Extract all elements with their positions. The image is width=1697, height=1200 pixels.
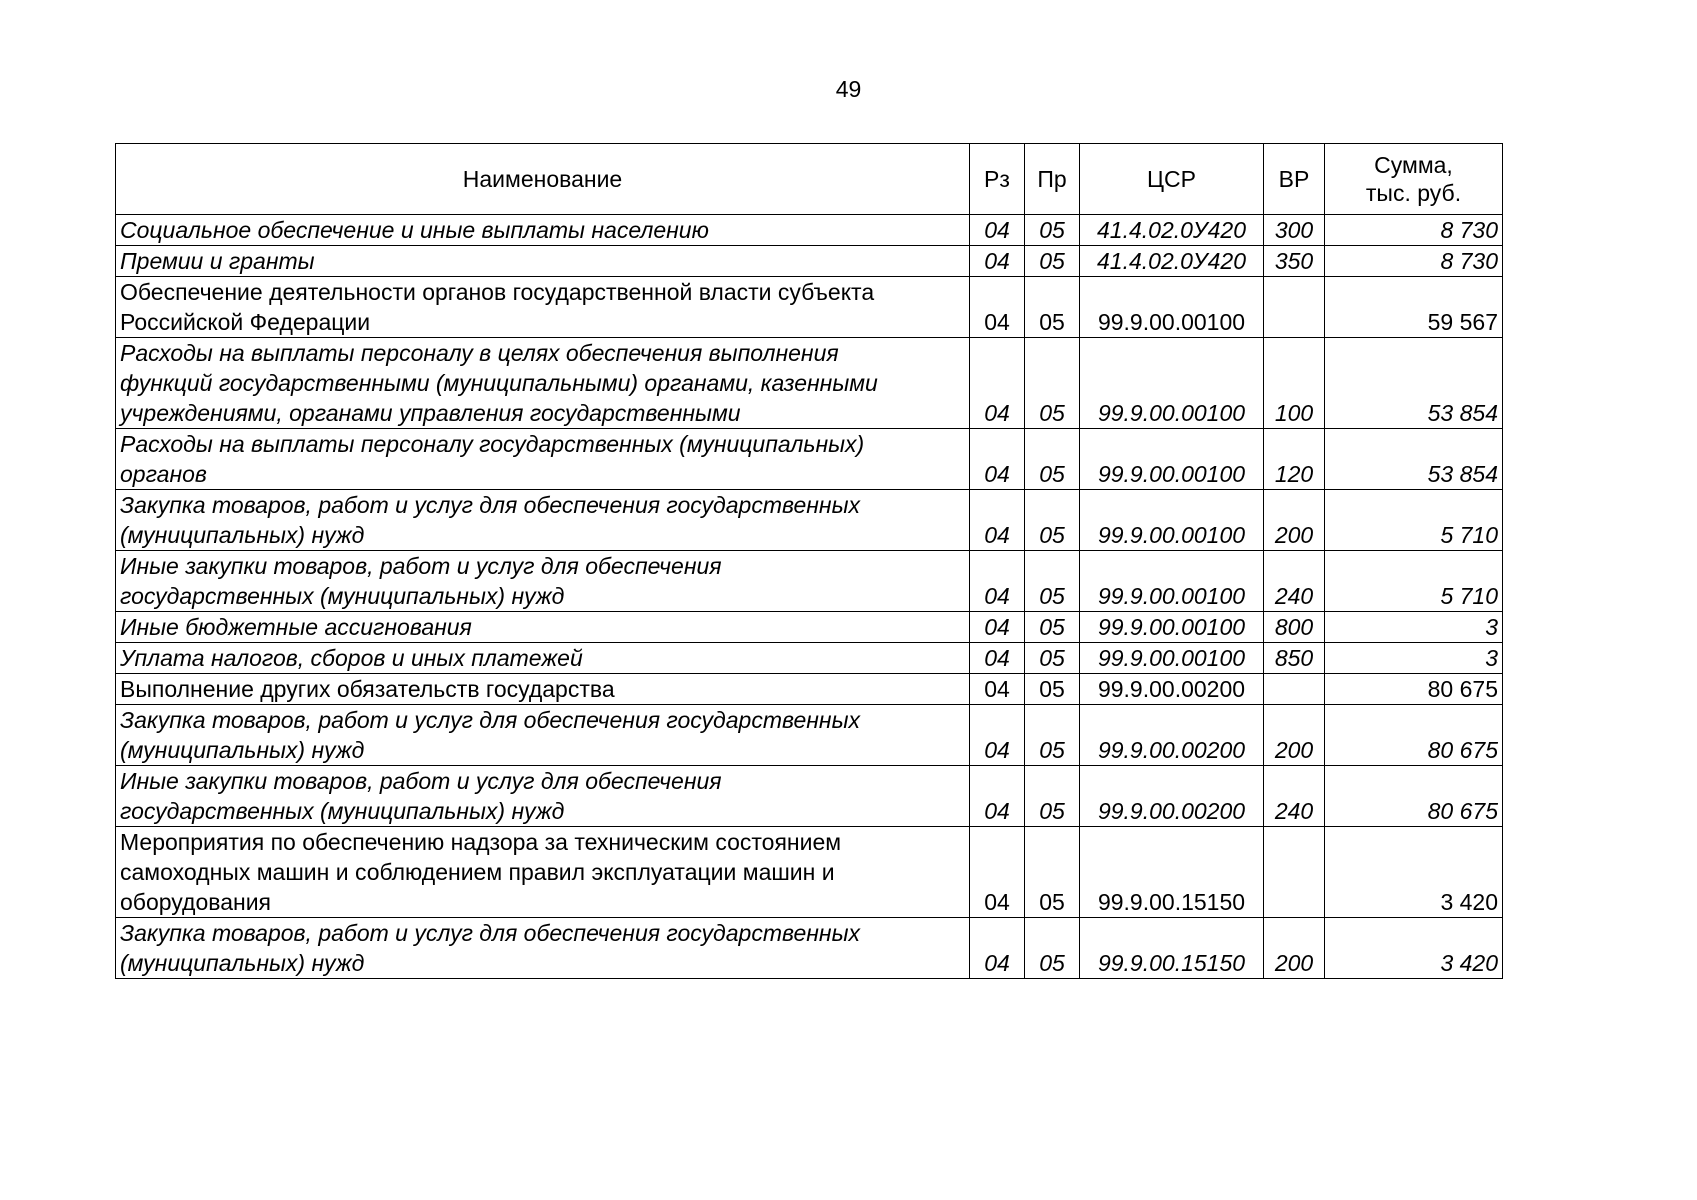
cell-sum: 5 710 (1325, 490, 1503, 551)
cell-sum: 3 (1325, 643, 1503, 674)
budget-table (115, 143, 1503, 979)
cell-name: Уплата налогов, сборов и иных платежей (116, 643, 970, 674)
cell-rz: 04 (970, 643, 1025, 674)
cell-csr: 99.9.00.00100 (1080, 612, 1264, 643)
table-row (116, 612, 1503, 643)
table-row (116, 551, 1503, 612)
cell-name: Премии и гранты (116, 246, 970, 277)
cell-csr: 99.9.00.00100 (1080, 277, 1264, 338)
table-row (116, 674, 1503, 705)
cell-csr: 99.9.00.00100 (1080, 490, 1264, 551)
cell-name: Закупка товаров, работ и услуг для обеспечения государственных (муниципальных) нужд (116, 490, 970, 551)
cell-sum: 59 567 (1325, 277, 1503, 338)
table-row (116, 918, 1503, 979)
table-header-row (116, 144, 1503, 215)
cell-rz: 04 (970, 338, 1025, 429)
cell-csr: 99.9.00.15150 (1080, 918, 1264, 979)
cell-csr: 99.9.00.00100 (1080, 643, 1264, 674)
cell-vr: 800 (1264, 612, 1325, 643)
cell-pr: 05 (1025, 338, 1080, 429)
cell-vr: 350 (1264, 246, 1325, 277)
cell-name: Мероприятия по обеспечению надзора за техническим состоянием самоходных машин и соблюдением правил эксплуатации машин и оборудования (116, 827, 970, 918)
cell-sum: 53 854 (1325, 429, 1503, 490)
cell-pr: 05 (1025, 918, 1080, 979)
cell-rz: 04 (970, 612, 1025, 643)
cell-vr (1264, 674, 1325, 705)
cell-vr (1264, 827, 1325, 918)
header-csr: ЦСР (1080, 144, 1264, 215)
cell-sum: 80 675 (1325, 766, 1503, 827)
cell-vr: 200 (1264, 490, 1325, 551)
cell-vr: 300 (1264, 215, 1325, 246)
cell-vr: 850 (1264, 643, 1325, 674)
header-name: Наименование (116, 144, 970, 215)
cell-rz: 04 (970, 490, 1025, 551)
cell-csr: 99.9.00.00200 (1080, 766, 1264, 827)
cell-name: Закупка товаров, работ и услуг для обеспечения государственных (муниципальных) нужд (116, 918, 970, 979)
cell-name: Иные закупки товаров, работ и услуг для обеспечения государственных (муниципальных) нужд (116, 766, 970, 827)
cell-csr: 99.9.00.00100 (1080, 338, 1264, 429)
cell-pr: 05 (1025, 215, 1080, 246)
cell-sum: 3 420 (1325, 918, 1503, 979)
cell-name: Закупка товаров, работ и услуг для обеспечения государственных (муниципальных) нужд (116, 705, 970, 766)
table-row (116, 643, 1503, 674)
cell-pr: 05 (1025, 766, 1080, 827)
page-number: 49 (835, 76, 862, 102)
cell-pr: 05 (1025, 612, 1080, 643)
cell-pr: 05 (1025, 246, 1080, 277)
cell-rz: 04 (970, 429, 1025, 490)
cell-csr: 99.9.00.00200 (1080, 705, 1264, 766)
cell-rz: 04 (970, 918, 1025, 979)
cell-sum: 80 675 (1325, 674, 1503, 705)
cell-vr: 200 (1264, 918, 1325, 979)
cell-pr: 05 (1025, 643, 1080, 674)
cell-vr: 120 (1264, 429, 1325, 490)
cell-sum: 8 730 (1325, 246, 1503, 277)
cell-vr: 240 (1264, 766, 1325, 827)
cell-name: Обеспечение деятельности органов государственной власти субъекта Российской Федерации (116, 277, 970, 338)
cell-sum: 5 710 (1325, 551, 1503, 612)
cell-csr: 99.9.00.15150 (1080, 827, 1264, 918)
cell-csr: 99.9.00.00100 (1080, 429, 1264, 490)
cell-vr: 200 (1264, 705, 1325, 766)
cell-name: Иные бюджетные ассигнования (116, 612, 970, 643)
cell-rz: 04 (970, 766, 1025, 827)
cell-rz: 04 (970, 705, 1025, 766)
cell-csr: 99.9.00.00100 (1080, 551, 1264, 612)
header-pr: Пр (1025, 144, 1080, 215)
cell-pr: 05 (1025, 674, 1080, 705)
cell-name: Расходы на выплаты персоналу государственных (муниципальных) органов (116, 429, 970, 490)
cell-rz: 04 (970, 246, 1025, 277)
cell-rz: 04 (970, 827, 1025, 918)
cell-vr: 100 (1264, 338, 1325, 429)
table-row (116, 827, 1503, 918)
header-rz: Рз (970, 144, 1025, 215)
table-row (116, 429, 1503, 490)
header-sum: Сумма, тыс. руб. (1325, 144, 1503, 215)
table-row (116, 766, 1503, 827)
cell-vr: 240 (1264, 551, 1325, 612)
table-row (116, 338, 1503, 429)
table-row (116, 490, 1503, 551)
cell-sum: 80 675 (1325, 705, 1503, 766)
cell-pr: 05 (1025, 429, 1080, 490)
cell-pr: 05 (1025, 827, 1080, 918)
header-vr: ВР (1264, 144, 1325, 215)
cell-rz: 04 (970, 215, 1025, 246)
cell-pr: 05 (1025, 490, 1080, 551)
cell-sum: 3 420 (1325, 827, 1503, 918)
cell-rz: 04 (970, 674, 1025, 705)
table-row (116, 246, 1503, 277)
cell-pr: 05 (1025, 551, 1080, 612)
table-row (116, 277, 1503, 338)
cell-csr: 99.9.00.00200 (1080, 674, 1264, 705)
cell-sum: 8 730 (1325, 215, 1503, 246)
cell-name: Расходы на выплаты персоналу в целях обеспечения выполнения функций государственными (муниципальными) органами, казенными учреждениями, органами управления государственными (116, 338, 970, 429)
cell-name: Социальное обеспечение и иные выплаты населению (116, 215, 970, 246)
cell-csr: 41.4.02.0У420 (1080, 246, 1264, 277)
cell-pr: 05 (1025, 705, 1080, 766)
table-row (116, 705, 1503, 766)
cell-name: Выполнение других обязательств государства (116, 674, 970, 705)
table-row (116, 215, 1503, 246)
cell-sum: 53 854 (1325, 338, 1503, 429)
cell-vr (1264, 277, 1325, 338)
cell-rz: 04 (970, 551, 1025, 612)
cell-csr: 41.4.02.0У420 (1080, 215, 1264, 246)
cell-rz: 04 (970, 277, 1025, 338)
table-body (116, 215, 1503, 979)
cell-pr: 05 (1025, 277, 1080, 338)
cell-name: Иные закупки товаров, работ и услуг для обеспечения государственных (муниципальных) нужд (116, 551, 970, 612)
cell-sum: 3 (1325, 612, 1503, 643)
